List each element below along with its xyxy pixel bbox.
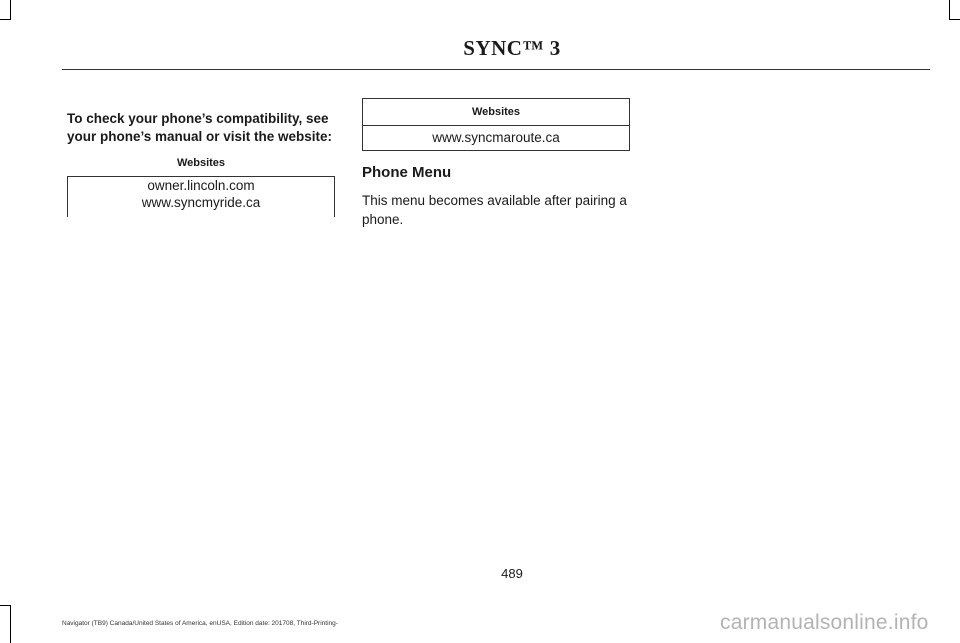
crop-mark	[10, 605, 11, 643]
table-header: Websites	[363, 99, 630, 126]
header-divider	[62, 69, 930, 70]
page-number: 489	[501, 566, 523, 581]
edition-footer: Navigator (TB9) Canada/United States of America, enUSA, Edition date: 201708, Third-Printing-	[62, 620, 338, 627]
crop-mark	[949, 19, 960, 20]
crop-mark	[949, 0, 950, 20]
watermark: carmanualsonline.info	[720, 611, 929, 634]
website-link[interactable]: owner.lincoln.com	[147, 178, 255, 193]
table-header: Websites	[68, 150, 335, 177]
page-title: SYNC™ 3	[463, 36, 561, 60]
crop-mark	[0, 605, 11, 606]
websites-table	[362, 98, 630, 151]
websites-table	[67, 150, 335, 217]
section-body: This menu becomes available after pairing a phone.	[362, 193, 627, 227]
table-cell	[68, 177, 335, 218]
crop-mark	[10, 0, 11, 20]
section-heading: Phone Menu	[362, 164, 452, 181]
website-link[interactable]: www.syncmaroute.ca	[363, 126, 630, 151]
intro-text: To check your phone’s compatibility, see your phone’s manual or visit the website:	[67, 111, 333, 144]
crop-mark	[0, 19, 11, 20]
website-link[interactable]: www.syncmyride.ca	[141, 195, 261, 210]
